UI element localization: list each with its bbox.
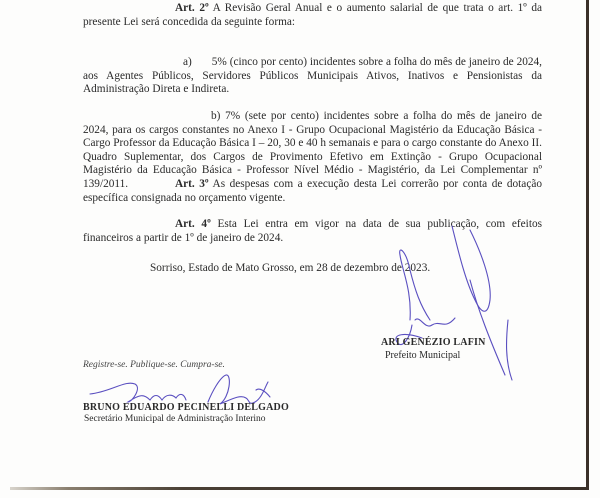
secretary-role: Secretário Municipal de Administração Interino [84, 414, 266, 424]
article-4-label: Art. 4º [175, 218, 211, 230]
item-a-label: a) [183, 56, 192, 68]
article-2 [83, 2, 542, 29]
article-3 [83, 178, 542, 205]
place-date: Sorriso, Estado de Mato Grosso, em 28 de dezembro de 2023. [150, 262, 431, 274]
item-a-text: 5% (cinco por cento) incidentes sobre a folha do mês de janeiro de 2024, aos Agentes Públicos, Servidores Públicos Municipais Ativos, Inativos e Pensionistas da Administração Direta e Indireta. [83, 56, 542, 95]
article-4-text: Esta Lei entra em vigor na data de sua publicação, com efeitos financeiros a partir de 1º de janeiro de 2024. [83, 218, 542, 244]
article-3-text: As despesas com a execução desta Lei correrão por conta de dotação específica consignada no orçamento vigente. [83, 178, 542, 204]
article-2-text: A Revisão Geral Anual e o aumento salarial de que trata o art. 1º da presente Lei será concedida da seguinte forma: [83, 2, 542, 28]
page-border-bottom [10, 487, 589, 490]
item-b-text: b) 7% (sete por cento) incidentes sobre a folha do mês de janeiro de 2024, para os cargos constantes no Anexo I - Grupo Ocupacional Magistério da Educação Básica - Cargo Professor da Educação Básica I – 20, 30 e 40 h semanais e para o cargo constante do Anexo II. Quadro Suplementar, dos Cargos de Provimento Efetivo em Extinção - Grupo Ocupacional Magistério da Educação Básica - Professor Nível Médio - Magistério, da Lei Complementar nº 139/2011. [83, 110, 542, 190]
mayor-role: Prefeito Municipal [385, 350, 461, 361]
article-2-label: Art. 2º [175, 2, 209, 14]
publication-note: Registre-se. Publique-se. Cumpra-se. [83, 360, 225, 370]
item-a [83, 56, 542, 97]
mayor-name: ARI GENÉZIO LAFIN [381, 337, 486, 348]
page-border-right [586, 0, 589, 489]
article-3-label: Art. 3º [175, 178, 209, 190]
secretary-name: BRUNO EDUARDO PECINELLI DELGADO [83, 402, 289, 413]
